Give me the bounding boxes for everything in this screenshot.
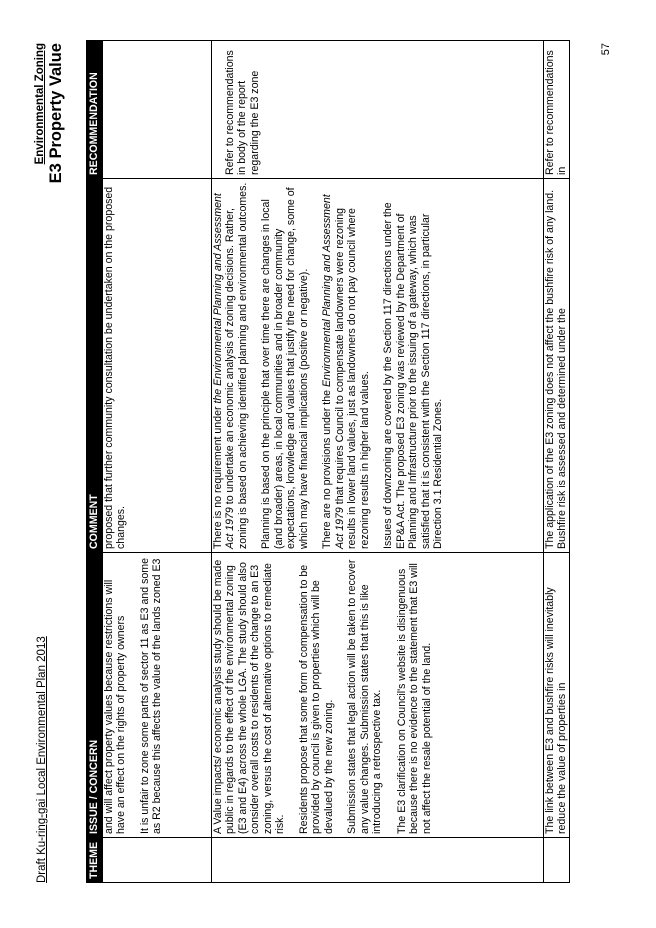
recommendation-cell: Refer to recommendations in [543, 41, 569, 179]
theme-cell [543, 838, 569, 883]
issue-paragraph: Residents propose that some form of compensation to be provided by council is given to properties which will be devalued by the new zoning. [297, 564, 335, 834]
issue-cell: The link between E3 and bushfire risks will inevitably reduce the value of properties in [543, 553, 569, 838]
issue-paragraph: It is unfair to zone some parts of sector 11 as E3 and some as R2 because this affects the value of the lands zoned E3 [138, 558, 163, 834]
column-header-theme: THEME [87, 838, 103, 883]
table-row [102, 41, 211, 883]
column-header-comment: COMMENT [87, 179, 103, 553]
issue-cell [102, 553, 211, 838]
issue-paragraph: A Value impacts/ economic analysis study should be made public in regards to the effect of the environmental zoning (E3 and E4) across the whole LGA. The study should also consider overall costs to residents of the change to an E3 zoning, versus the cost of alternative options to remediate risk. [211, 559, 287, 834]
column-header-recommendation: RECOMMENDATION [87, 41, 103, 179]
comment-paragraph: There is no requirement under the Environmental Planning and Assessment Act 1979 to undertake an economic analysis of zoning decisions. Rather, zoning is based on achieving identified planning and environmental outcomes. [211, 182, 249, 549]
comment-cell [102, 179, 211, 553]
theme-cell [102, 838, 211, 883]
section-title: E3 Property Value [47, 43, 65, 184]
page-number: 57 [600, 43, 612, 56]
submissions-table [86, 40, 570, 883]
recommendation-text: Refer to recommendations in body of the report regarding the E3 zone [223, 50, 261, 175]
table-row [211, 41, 543, 883]
section-heading [34, 43, 66, 183]
comment-paragraph: There are no provisions under the Environmental Planning and Assessment Act 1979 that requires Council to compensate landowners were rezoning results in lower land values, just as landowners do not pay council where rezoning results in higher land values. [321, 194, 371, 549]
comment-cell [211, 179, 543, 553]
document-title: Draft Ku-ring-gai Local Environmental Plan 2013 [36, 636, 48, 883]
theme-cell [211, 838, 543, 883]
recommendation-cell [211, 41, 543, 179]
section-category: Environmental Zoning [34, 43, 46, 165]
comment-paragraph: proposed that further community consultation be undertaken on the proposed changes. [102, 186, 127, 549]
issue-paragraph: and will affect property values because restrictions will have an effect on the rights of property owners [102, 579, 127, 834]
comment-cell: The application of the E3 zoning does not affect the bushfire risk of any land. Bushfire risk is assessed and determined under the [543, 179, 569, 553]
table-row [543, 41, 569, 883]
table-header-row [87, 41, 103, 883]
issue-cell [211, 553, 543, 838]
issue-paragraph: The E3 clarification on Council's website is disingenuous because there is no evidence to the statement that E3 will not affect the resale potential of the land. [395, 563, 433, 834]
issue-paragraph: Submission states that legal action will be taken to recover any value changes. Submission states that this is like introducing a retrospective tax. [346, 559, 384, 834]
column-header-issue: ISSUE / CONCERN [87, 553, 103, 838]
comment-paragraph: Issues of downzoning are covered by the Section 117 directions under the EP&A Act. The proposed E3 zoning was reviewed by the Department of Planning and Infrastructure prior to the issuing of a gateway, which was satisfied that it is consistent with the Section 117 directions, in particular Direction 3.1 Residential Zones. [382, 202, 445, 549]
recommendation-cell [102, 41, 211, 179]
comment-paragraph: Planning is based on the principle that over time there are changes in local (and broader) areas, in local communities and in broader community expectations, knowledge and values that justify the need for change, some of which may have financial implications (positive or negative). [260, 187, 310, 549]
